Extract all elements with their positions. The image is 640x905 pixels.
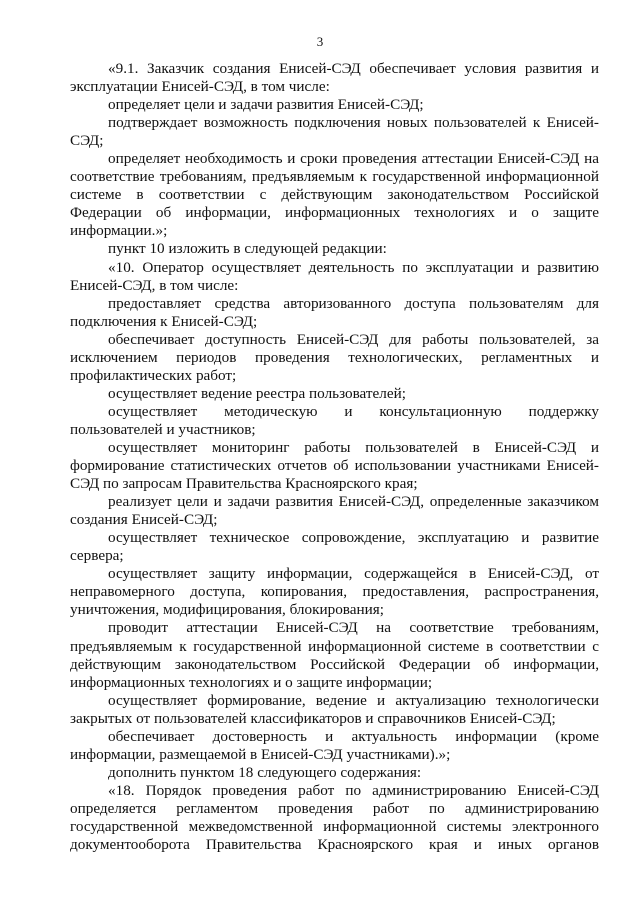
paragraph-10-access: предоставляет средства авторизованного доступа пользователям для подключения к Енисей-СЭД; bbox=[70, 294, 599, 330]
paragraph-10-protection: осуществляет защиту информации, содержащейся в Енисей-СЭД, от неправомерного доступа, копирования, предоставления, распространения, уничтожения, модифицирования, блокирования; bbox=[70, 565, 599, 619]
paragraph-9-1-connection: подтверждает возможность подключения новых пользователей к Енисей-СЭД; bbox=[70, 114, 599, 150]
paragraph-18-procedure: «18. Порядок проведения работ по администрированию Енисей-СЭД определяется регламентом проведения работ по администрированию государственной межведомственной информационной системы электронного документооборота Правительства Красноярского края и иных органов bbox=[70, 781, 599, 854]
paragraph-10-attestation: проводит аттестации Енисей-СЭД на соответствие требованиям, предъявляемым к государственной информационной системе в соответствии с действующим законодательством Российской Федерации об информации, информационных технологиях и о защите информации; bbox=[70, 619, 599, 691]
paragraph-amend-18: дополнить пунктом 18 следующего содержания: bbox=[108, 763, 422, 781]
paragraph-10-server: осуществляет техническое сопровождение, эксплуатацию и развитие сервера; bbox=[70, 529, 599, 565]
paragraph-10-availability: обеспечивает доступность Енисей-СЭД для работы пользователей, за исключением периодов проведения технологических, регламентных и профилактических работ; bbox=[70, 330, 599, 384]
paragraph-10-support: осуществляет методическую и консультационную поддержку пользователей и участников; bbox=[70, 402, 599, 438]
paragraph-10-registry: осуществляет ведение реестра пользователей; bbox=[108, 384, 406, 402]
paragraph-9-1-goals: определяет цели и задачи развития Енисей-СЭД; bbox=[108, 96, 424, 114]
paragraph-10-classifiers: осуществляет формирование, ведение и актуализацию технологически закрытых от пользователей классификаторов и справочников Енисей-СЭД; bbox=[70, 691, 599, 727]
paragraph-10-goals: реализует цели и задачи развития Енисей-СЭД, определенные заказчиком создания Енисей-СЭД; bbox=[70, 493, 599, 529]
document-body bbox=[70, 60, 599, 854]
paragraph-10-reliability: обеспечивает достоверность и актуальность информации (кроме информации, размещаемой в Енисей-СЭД участниками).»; bbox=[70, 727, 599, 763]
paragraph-9-1-attestation: определяет необходимость и сроки проведения аттестации Енисей-СЭД на соответствие требованиям, предъявляемым к государственной информационной системе в соответствии с действующим законодательством Российской Федерации об информации, информационных технологиях и о защите информации.»; bbox=[70, 150, 599, 240]
paragraph-10-monitoring: осуществляет мониторинг работы пользователей в Енисей-СЭД и формирование статистических отчетов об использовании участниками Енисей-СЭД по запросам Правительства Красноярского края; bbox=[70, 438, 599, 493]
paragraph-10-intro: «10. Оператор осуществляет деятельность по эксплуатации и развитию Енисей-СЭД, в том числе: bbox=[70, 258, 599, 294]
paragraph-9-1-intro: «9.1. Заказчик создания Енисей-СЭД обеспечивает условия развития и эксплуатации Енисей-СЭД, в том числе: bbox=[70, 60, 599, 96]
page-number: 3 bbox=[316, 34, 324, 49]
paragraph-amend-10: пункт 10 изложить в следующей редакции: bbox=[108, 240, 387, 258]
